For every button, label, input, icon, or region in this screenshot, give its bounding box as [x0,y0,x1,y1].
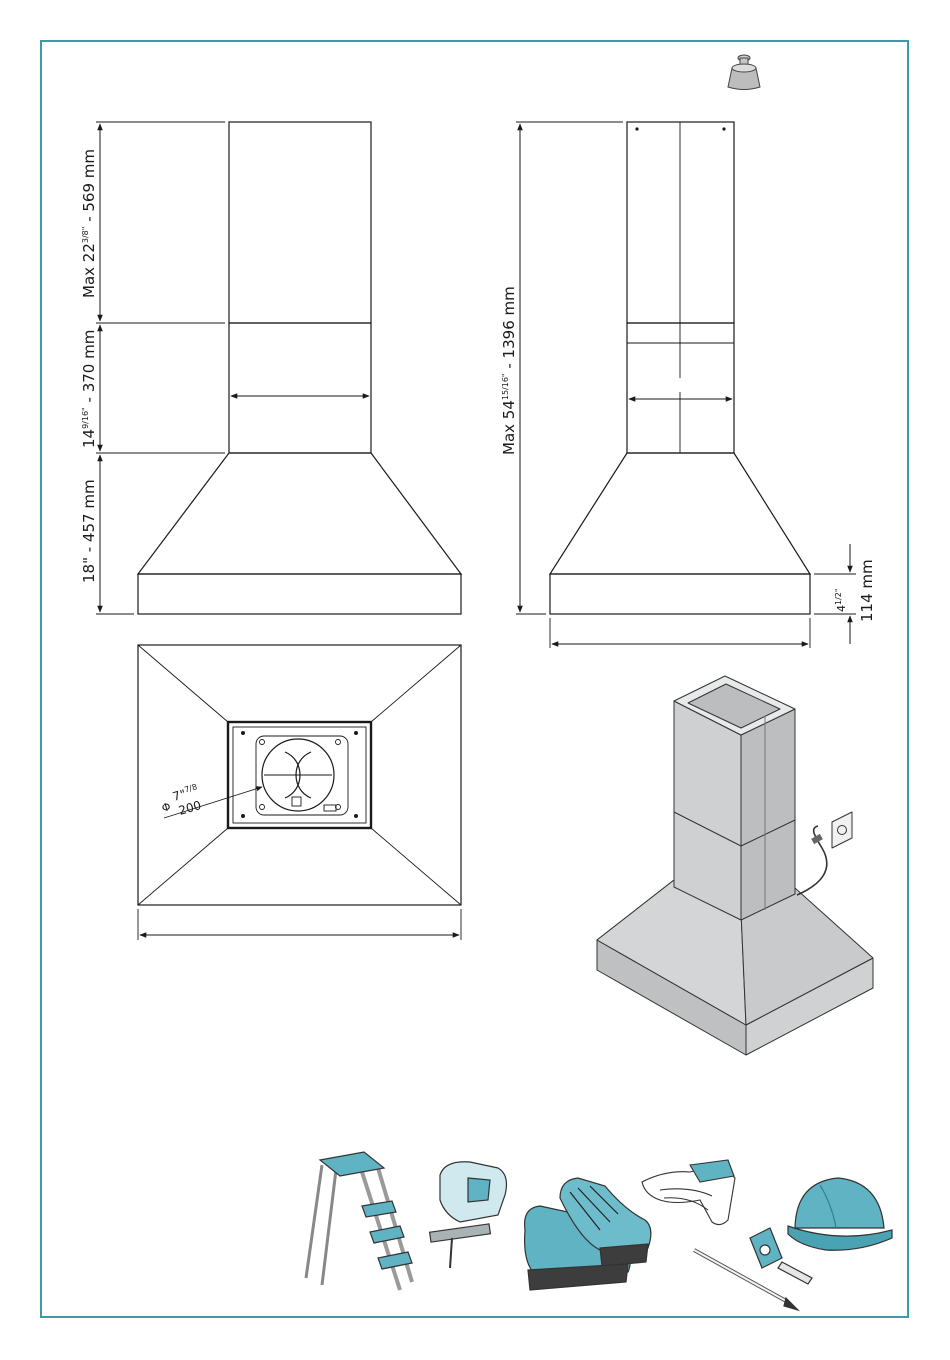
front-view [80,122,461,614]
front-lower-chimney [229,323,371,453]
front-upper-chimney [229,122,371,323]
safety-boots-icon [525,1178,651,1290]
hood-height-label: 18" - 457 mm [80,479,98,583]
jigsaw-icon [430,1162,507,1268]
top-view [138,645,461,940]
side-hood-body [550,453,810,574]
step-ladder-icon [306,1152,412,1290]
edge-height-mm-label: 114 mm [858,559,876,622]
total-height-label: Max $54^{15/16"} - 1396$ mm [500,286,518,455]
wall-socket-icon [832,812,852,848]
edge-height-inch-label: $4^{1/2"}$ [834,588,848,612]
side-hood-edge [550,574,810,614]
upper-chimney-label: Max $22^{3/8"} - 569$ mm [80,148,98,298]
side-view [500,122,876,648]
front-hood-body [138,453,461,574]
outlet-diameter-mm: 200 [176,798,203,818]
hard-hat-icon [788,1178,892,1250]
lower-chimney-label: $14^{9/16"} - 370$ mm [80,329,98,448]
front-hood-edge [138,574,461,614]
pencil-icon [694,1250,798,1310]
weight-icon [728,55,760,90]
motor-connector [292,797,301,806]
outlet-diameter-inch: 7"$^{7/8}$ [170,782,199,804]
side-lower-chimney [627,323,734,453]
isometric-hood-illustration [597,676,873,1055]
side-upper-chimney [627,122,734,323]
outlet-diameter-phi: Φ [160,799,173,815]
work-gloves-icon [642,1160,735,1225]
